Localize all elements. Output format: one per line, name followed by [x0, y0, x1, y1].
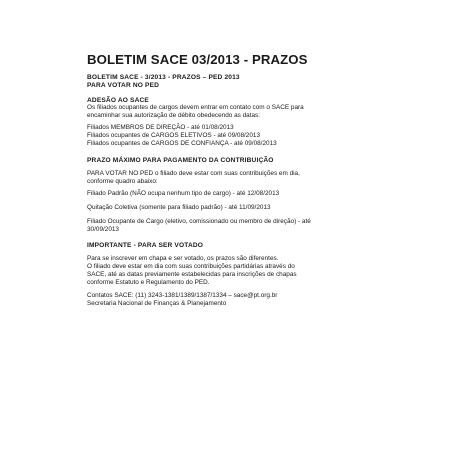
list-item: Filiados MEMBROS DE DIREÇÃO - até 01/08/2013: [87, 124, 234, 131]
importante-line-2: O filiado deve estar em dia com suas contribuições partidárias através do: [87, 262, 295, 270]
prazo-item-quitacao-coletiva: Quitação Coletiva (somente para filiado padrão) - até 11/09/2013: [87, 204, 271, 211]
section-heading-adesao: ADESÃO AO SACE: [87, 97, 149, 104]
adesao-intro: [87, 104, 387, 120]
subheader-line-2: PARA VOTAR NO PED: [87, 82, 160, 90]
footer: [87, 292, 387, 308]
prazo-item-filiado-padrao: Filiado Padrão (NÃO ocupa nenhum tipo de cargo) - até 12/08/2013: [87, 190, 280, 197]
adesao-deadline-list: [87, 124, 387, 148]
importante-line-4: conforme Estatuto e Regulamento do PED.: [87, 278, 210, 286]
importante-line-1: Para se inscrever em chapa e ser votado, os prazos são diferentes.: [87, 255, 279, 262]
prazo-item-ocupante-cargo: [87, 218, 387, 234]
section-heading-importante: IMPORTANTE - PARA SER VOTADO: [87, 242, 204, 249]
prazo-intro-line-2: conforme quadro abaixo:: [87, 177, 158, 185]
prazo-item-ocupante-line-2: 30/09/2013: [87, 225, 119, 233]
subheader: [87, 74, 240, 91]
importante-line-3: SACE, até as datas previamente estabelecidas para inscrições de chapas: [87, 270, 297, 278]
adesao-intro-line-2: encaminhar sua autorização de débito obedecendo as datas:: [87, 111, 261, 119]
list-item: Filiados ocupantes de CARGOS DE CONFIANÇA - até 09/08/2013: [87, 139, 277, 147]
list-item: Filiados ocupantes de CARGOS ELETIVOS - até 09/08/2013: [87, 131, 260, 139]
prazo-intro: [87, 170, 387, 186]
footer-department: Secretaria Nacional de Finanças & Planejamento: [87, 299, 227, 307]
document-title: BOLETIM SACE 03/2013 - PRAZOS: [87, 52, 308, 67]
prazo-item-ocupante-line-1: Filiado Ocupante de Cargo (eletivo, comissionado ou membro de direção) - até: [87, 218, 311, 225]
subheader-line-1: BOLETIM SACE - 3/2013 - PRAZOS – PED 2013: [87, 74, 240, 81]
section-heading-prazo: PRAZO MÁXIMO PARA PAGAMENTO DA CONTRIBUIÇÃO: [87, 157, 274, 164]
importante-text: [87, 255, 387, 287]
footer-contacts: Contatos SACE: (11) 3243-1381/1389/1387/1334 – sace@pt.org.br: [87, 292, 278, 299]
adesao-intro-line-1: Os filiados ocupantes de cargos devem entrar em contato com o SACE para: [87, 104, 304, 111]
prazo-intro-line-1: PARA VOTAR NO PED o filiado deve estar com suas contribuições em dia,: [87, 170, 300, 177]
